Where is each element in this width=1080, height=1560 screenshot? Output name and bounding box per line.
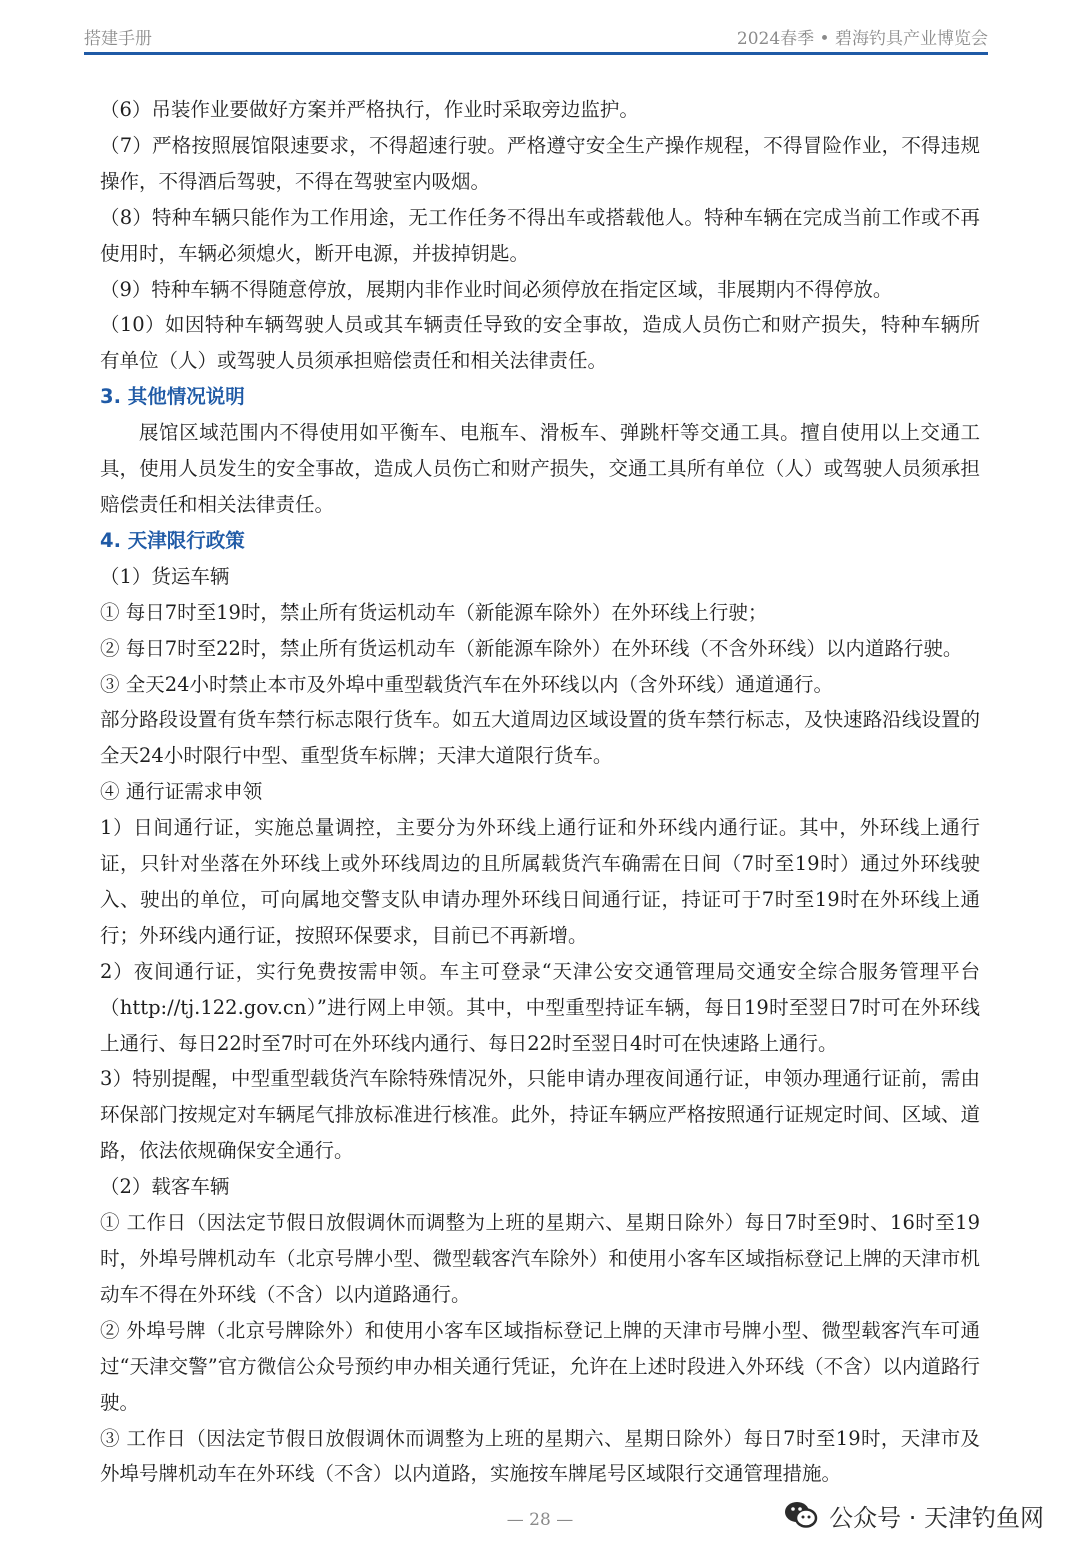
paragraph: （6）吊装作业要做好方案并严格执行，作业时采取旁边监护。 — [100, 98, 639, 121]
paragraph: （2）载客车辆 — [100, 1175, 230, 1199]
header-divider — [84, 52, 988, 55]
header-left-title: 搭建手册 — [84, 28, 152, 49]
paragraph: （9）特种车辆不得随意停放，展期内非作业时间必须停放在指定区域，非展期内不得停放。 — [100, 277, 893, 301]
watermark — [783, 1497, 1044, 1533]
paragraph: 部分路段设置有货车禁行标志限行货车。如五大道周边区域设置的货车禁行标志，及快速路沿线设置的全天24小时限行中型、重型货车标牌；天津大道限行货车。 — [100, 708, 980, 768]
paragraph: 3）特别提醒，中型重型载货汽车除特殊情况外，只能申请办理夜间通行证，申领办理通行证前，需由环保部门按规定对车辆尾气排放标准进行核准。此外，持证车辆应严格按照通行证规定时间、区域、道路，依法依规确保安全通行。 — [100, 1067, 980, 1163]
paragraph: （1）货运车辆 — [100, 564, 230, 588]
paragraph: ③ 工作日（因法定节假日放假调休而调整为上班的星期六、星期日除外）每日7时至19时，天津市及外埠号牌机动车在外环线（不含）以内道路，实施按车牌尾号区域限行交通管理措施。 — [100, 1426, 980, 1486]
page-number: — 28 — — [506, 1510, 574, 1530]
paragraph: 2）夜间通行证，实行免费按需申领。车主可登录“天津公安交通管理局交通安全综合服务管理平台（http://tj.122.gov.cn）”进行网上申领。其中，中型重型持证车辆，每日19时至翌日7时可在外环线上通行、每日22时至7时可在外环线内通行、每日22时至翌日4时可在快速路上通行。 — [100, 959, 980, 1055]
wechat-icon — [783, 1497, 819, 1533]
document-body — [100, 92, 980, 1492]
watermark-text: 公众号 · 天津钓鱼网 — [829, 1503, 1044, 1532]
paragraph: （10）如因特种车辆驾驶人员或其车辆责任导致的安全事故，造成人员伤亡和财产损失，特种车辆所有单位（人）或驾驶人员须承担赔偿责任和相关法律责任。 — [100, 313, 980, 373]
paragraph: ③ 全天24小时禁止本市及外埠中重型载货汽车在外环线以内（含外环线）通道通行。 — [100, 672, 834, 696]
paragraph: （7）严格按照展馆限速要求，不得超速行驶。严格遵守安全生产操作规程，不得冒险作业，不得违规操作，不得酒后驾驶，不得在驾驶室内吸烟。 — [100, 133, 980, 193]
header-right-title: 2024春季 • 碧海钓具产业博览会 — [736, 28, 988, 49]
paragraph: 1）日间通行证，实施总量调控，主要分为外环线上通行证和外环线内通行证。其中，外环线上通行证，只针对坐落在外环线上或外环线周边的且所属载货汽车确需在日间（7时至19时）通过外环线驶入、驶出的单位，可向属地交警支队申请办理外环线日间通行证，持证可于7时至19时在外环线上通行；外环线内通行证，按照环保要求，目前已不再新增。 — [100, 816, 980, 947]
page-header — [84, 20, 988, 52]
paragraph: （8）特种车辆只能作为工作用途，无工作任务不得出车或搭载他人。特种车辆在完成当前工作或不再使用时，车辆必须熄火，断开电源，并拔掉钥匙。 — [100, 205, 980, 265]
section-heading: 3. 其他情况说明 — [100, 385, 245, 409]
paragraph: ② 外埠号牌（北京号牌除外）和使用小客车区域指标登记上牌的天津市号牌小型、微型载客汽车可通过“天津交警”官方微信公众号预约申办相关通行凭证，允许在上述时段进入外环线（不含）以内道路行驶。 — [100, 1318, 980, 1414]
paragraph: ① 工作日（因法定节假日放假调休而调整为上班的星期六、星期日除外）每日7时至9时、16时至19时，外埠号牌机动车（北京号牌小型、微型载客汽车除外）和使用小客车区域指标登记上牌的天津市机动车不得在外环线（不含）以内道路通行。 — [100, 1211, 980, 1306]
paragraph: ② 每日7时至22时，禁止所有货运机动车（新能源车除外）在外环线（不含外环线）以内道路行驶。 — [100, 636, 963, 660]
paragraph: 展馆区域范围内不得使用如平衡车、电瓶车、滑板车、弹跳杆等交通工具。擅自使用以上交通工具，使用人员发生的安全事故，造成人员伤亡和财产损失，交通工具所有单位（人）或驾驶人员须承担赔偿责任和相关法律责任。 — [100, 421, 980, 516]
paragraph: ① 每日7时至19时，禁止所有货运机动车（新能源车除外）在外环线上行驶； — [100, 600, 768, 624]
paragraph: ④ 通行证需求申领 — [100, 780, 263, 804]
section-heading: 4. 天津限行政策 — [100, 528, 245, 552]
